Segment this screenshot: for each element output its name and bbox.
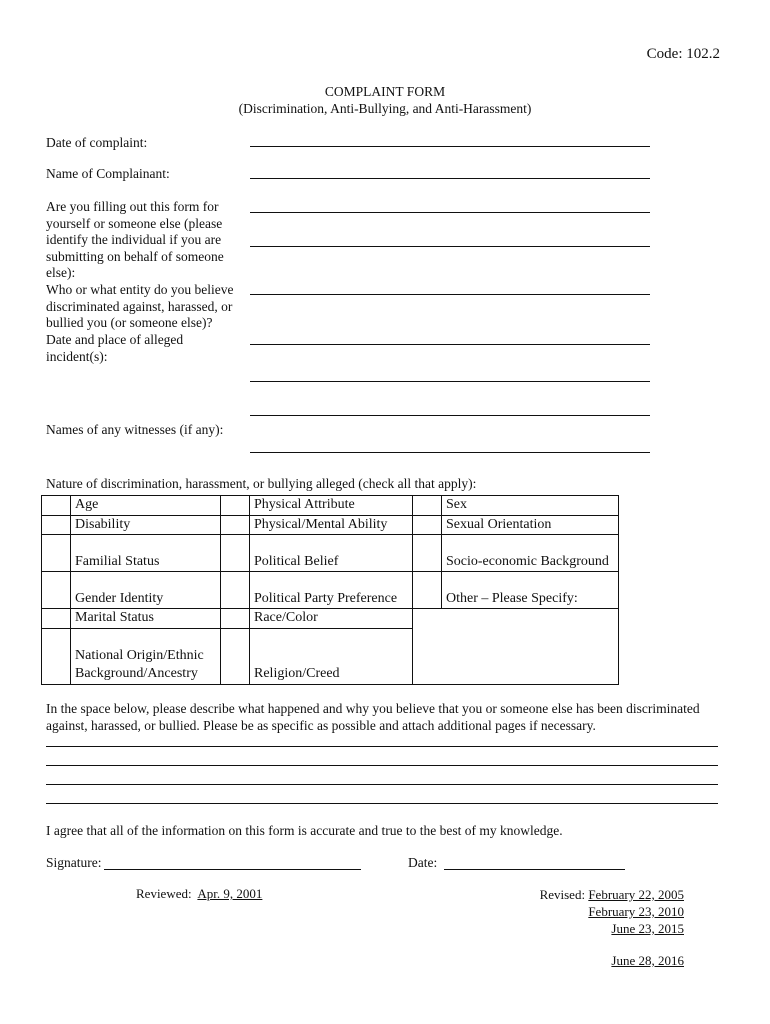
checkbox-marital-status[interactable]: [42, 609, 71, 629]
field-date-place-2[interactable]: [250, 381, 650, 382]
field-name-of-complainant[interactable]: [250, 178, 650, 179]
table-row: [42, 515, 619, 535]
signature-field[interactable]: [104, 869, 361, 870]
checkbox-political-belief[interactable]: [221, 535, 250, 572]
option-marital-status: Marital Status: [71, 609, 221, 629]
table-row: [42, 572, 619, 609]
nature-table: [41, 495, 619, 685]
field-date-of-complaint[interactable]: [250, 146, 650, 147]
describe-instructions: In the space below, please describe what happened and why you believe that you or someone else has been discriminated against, harassed, or bullied. Please be as specific as possible and attach additional pages if necessary.: [46, 701, 700, 733]
description-line-4[interactable]: [46, 803, 718, 804]
option-religion-creed: Religion/Creed: [250, 628, 413, 684]
checkbox-gender-identity[interactable]: [42, 572, 71, 609]
description-line-2[interactable]: [46, 765, 718, 766]
form-title: COMPLAINT FORM: [324, 84, 446, 99]
field-filling-for-1[interactable]: [250, 212, 650, 213]
option-other: Other – Please Specify:: [442, 572, 619, 609]
date-field[interactable]: [444, 869, 625, 870]
label-who-or-what: Who or what entity do you believe discriminated against, harassed, or bullied you (or someone else)?: [46, 282, 234, 330]
checkbox-political-party[interactable]: [221, 572, 250, 609]
label-date-place: Date and place of alleged incident(s):: [46, 332, 184, 364]
option-sex: Sex: [442, 496, 619, 516]
field-witnesses[interactable]: [250, 452, 650, 453]
nature-heading: Nature of discrimination, harassment, or bullying alleged (check all that apply):: [46, 476, 477, 491]
description-line-3[interactable]: [46, 784, 718, 785]
option-political-party: Political Party Preference: [250, 572, 413, 609]
checkbox-disability[interactable]: [42, 515, 71, 535]
field-date-place-1[interactable]: [250, 344, 650, 345]
option-gender-identity: Gender Identity: [71, 572, 221, 609]
revised-label: Revised:: [539, 887, 586, 902]
option-familial-status: Familial Status: [71, 535, 221, 572]
checkbox-socio-economic[interactable]: [413, 535, 442, 572]
checkbox-national-origin[interactable]: [42, 628, 71, 684]
option-race-color: Race/Color: [250, 609, 413, 629]
option-socio-economic: Socio-economic Background: [442, 535, 619, 572]
table-row: [42, 535, 619, 572]
reviewed-label: Reviewed:: [136, 886, 192, 901]
revised-block: [540, 886, 684, 903]
option-disability: Disability: [71, 515, 221, 535]
revised-date-2: February 23, 2010: [588, 904, 684, 919]
checkbox-familial-status[interactable]: [42, 535, 71, 572]
date-label: Date:: [408, 855, 438, 870]
option-age: Age: [71, 496, 221, 516]
agreement-text: I agree that all of the information on this form is accurate and true to the best of my knowledge.: [46, 823, 563, 838]
form-code: Code: 102.2: [646, 46, 720, 62]
description-line-1[interactable]: [46, 746, 718, 747]
checkbox-race-color[interactable]: [221, 609, 250, 629]
label-date-of-complaint: Date of complaint:: [46, 135, 148, 150]
revised-date-1: February 22, 2005: [588, 887, 684, 902]
revised-date-4: June 28, 2016: [611, 953, 684, 968]
checkbox-other[interactable]: [413, 572, 442, 609]
checkbox-physical-attribute[interactable]: [221, 496, 250, 516]
checkbox-physical-mental-ability[interactable]: [221, 515, 250, 535]
option-sexual-orientation: Sexual Orientation: [442, 515, 619, 535]
reviewed-date: Apr. 9, 2001: [197, 886, 263, 901]
checkbox-sex[interactable]: [413, 496, 442, 516]
table-row: [42, 609, 619, 629]
signature-label: Signature:: [46, 855, 102, 870]
reviewed-block: [136, 886, 262, 902]
option-national-origin: National Origin/Ethnic Background/Ancestry: [71, 628, 221, 684]
option-physical-attribute: Physical Attribute: [250, 496, 413, 516]
option-physical-mental-ability: Physical/Mental Ability: [250, 515, 413, 535]
checkbox-age[interactable]: [42, 496, 71, 516]
revised-date-3: June 23, 2015: [611, 921, 684, 936]
other-specify-field[interactable]: [413, 609, 619, 685]
label-witnesses: Names of any witnesses (if any):: [46, 422, 224, 437]
table-row: [42, 496, 619, 516]
field-who-or-what[interactable]: [250, 294, 650, 295]
label-filling-for: Are you filling out this form for yourself or someone else (please identify the individual if you are submitting on behalf of someone else):: [46, 199, 224, 280]
field-filling-for-2[interactable]: [250, 246, 650, 247]
option-political-belief: Political Belief: [250, 535, 413, 572]
checkbox-religion-creed[interactable]: [221, 628, 250, 684]
label-name-of-complainant: Name of Complainant:: [46, 166, 170, 181]
form-subtitle: (Discrimination, Anti-Bullying, and Anti-Harassment): [238, 101, 532, 116]
field-date-place-3[interactable]: [250, 415, 650, 416]
checkbox-sexual-orientation[interactable]: [413, 515, 442, 535]
